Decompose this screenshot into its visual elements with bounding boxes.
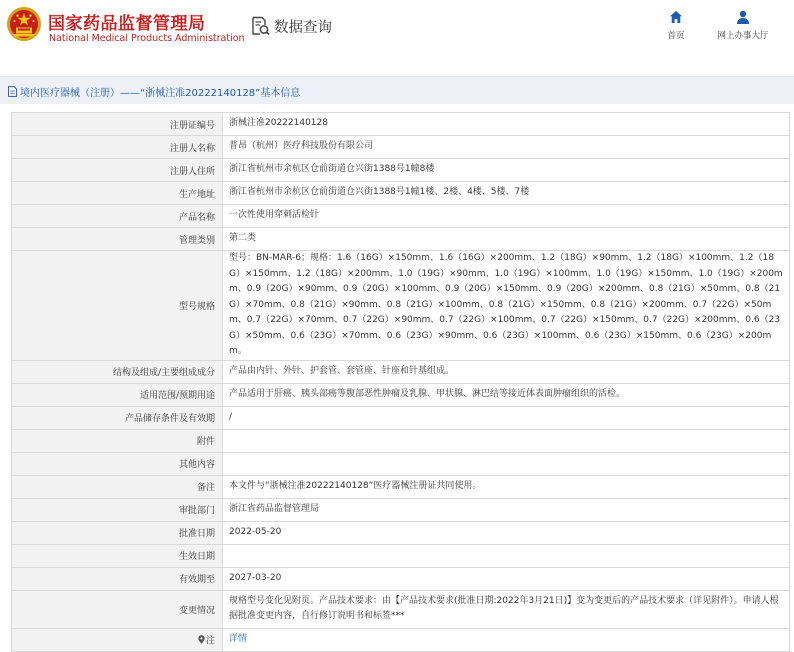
field-label: 产品储存条件及有效期 [12,406,223,429]
field-label: 注册人名称 [12,136,223,159]
nav-home-label: 首页 [667,31,685,41]
nav-home-link[interactable] [664,10,688,41]
data-query-label: 数据查询 [274,19,332,36]
user-icon [736,10,750,24]
field-value [223,429,790,452]
field-value: 2022-05-20 [223,521,790,544]
field-value [223,544,790,567]
field-value: 规格型号变化见附页。产品技术要求：由【产品技术要求(批准日期:2022年3月21日)】变为变更后的产品技术要求（详见附件）。申请人根据批准变更内容，自行修订说明书和标签*** [223,590,790,628]
nav-online-service-label: 网上办事大厅 [717,31,769,41]
field-label: 生产地址 [12,182,223,205]
table-row [12,521,790,544]
field-value: 产品适用于肝癌、胰头部癌等腹部恶性肿瘤及乳腺、甲状腺、淋巴结等接近体表面肿瘤组织的活检。 [223,383,790,406]
table-row [12,475,790,498]
field-value: 浙江省杭州市余杭区仓前街道仓兴街1388号1幢8楼 [223,159,790,182]
field-value: 2027-03-20 [223,567,790,590]
table-row [12,429,790,452]
table-row [12,205,790,228]
table-row [12,383,790,406]
site-name-en[interactable]: National Medical Products Administration [49,33,245,44]
site-header [0,0,794,62]
field-value: 型号：BN-MAR-6；规格：1.6（16G）×150mm、1.6（16G）×200mm、1.2（18G）×90mm、1.2（18G）×100mm、1.2（18G）×150mm、1.2（18G）×200mm、1.0（19G）×90mm、1.0（19G）×100mm、1.0（19G）×150mm、1.0（19G）×200mm、0.9（20G）×90mm、0.9（20G）×100mm、0.9（20G）×150mm、0.9（20G）×200mm、0.8（21G）×50mm、0.8（21G）×70mm、0.8（21G）×90mm、0.8（21G）×100mm、0.8（21G）×150mm、0.8（21G）×200mm、0.7（22G）×50mm、0.7（22G）×70mm、0.7（22G）×90mm、0.7（22G）×100mm、0.7（22G）×150mm、0.7（22G）×200mm、0.6（23G）×50mm、0.6（23G）×70mm、0.6（23G）×90mm、0.6（23G）×100mm、0.6（23G）×150mm、0.6（23G）×200mm。 [223,251,790,361]
field-label: 备注 [12,475,223,498]
section-title [8,84,300,99]
field-label: 型号规格 [12,251,223,361]
details-link[interactable]: 详情 [229,633,248,644]
site-name-cn[interactable]: 国家药品监督管理局 [48,14,206,34]
field-value: 一次性使用穿刺活检针 [223,205,790,228]
table-row [12,567,790,590]
nav-online-service-link[interactable] [713,10,773,41]
field-label: 批准日期 [12,521,223,544]
table-row [12,228,790,251]
field-label: 生效日期 [12,544,223,567]
field-label: 附件 [12,429,223,452]
table-row [12,544,790,567]
field-label: 有效期至 [12,567,223,590]
field-value: 本文件与“浙械注准20222140128”医疗器械注册证共同使用。 [223,475,790,498]
location-pin-icon [198,635,205,644]
field-label: 适用范围/预期用途 [12,383,223,406]
field-label: 管理类别 [12,228,223,251]
field-label: 注 [205,636,215,646]
table-row [12,590,790,628]
field-label: 结构及组成/主要组成成分 [12,360,223,383]
table-row [12,182,790,205]
national-emblem-icon[interactable] [6,6,42,42]
section-title-text: 境内医疗器械（注册）——“浙械注准20222140128”基本信息 [20,88,301,99]
field-value: 浙械注准20222140128 [223,113,790,136]
table-row [12,406,790,429]
table-row [12,159,790,182]
table-row [12,360,790,383]
field-value: 第二类 [223,228,790,251]
data-query-title [251,15,332,37]
note-label-cell [12,628,223,651]
field-value: 普昂（杭州）医疗科技股份有限公司 [223,136,790,159]
table-row [12,628,790,651]
field-label: 审批部门 [12,498,223,521]
field-label: 其他内容 [12,452,223,475]
field-value: 浙江省药品监督管理局 [223,498,790,521]
field-label: 注册人住所 [12,159,223,182]
document-search-icon [251,16,270,36]
table-row [12,498,790,521]
registration-detail-table [11,112,790,652]
section-header [0,76,794,104]
table-row [12,452,790,475]
table-row [12,136,790,159]
field-value [223,452,790,475]
field-value: 浙江省杭州市余杭区仓前街道仓兴街1388号1幢1楼、2楼、4楼、5楼、7楼 [223,182,790,205]
field-label: 注册证编号 [12,113,223,136]
field-label: 产品名称 [12,205,223,228]
table-row [12,251,790,361]
document-icon [8,86,17,97]
home-icon [669,10,683,24]
field-value-cell [223,628,790,651]
field-value: / [223,406,790,429]
table-row [12,113,790,136]
field-label: 变更情况 [12,590,223,628]
field-value: 产品由内针、外针、护套管、套管座、针座和针基组成。 [223,360,790,383]
